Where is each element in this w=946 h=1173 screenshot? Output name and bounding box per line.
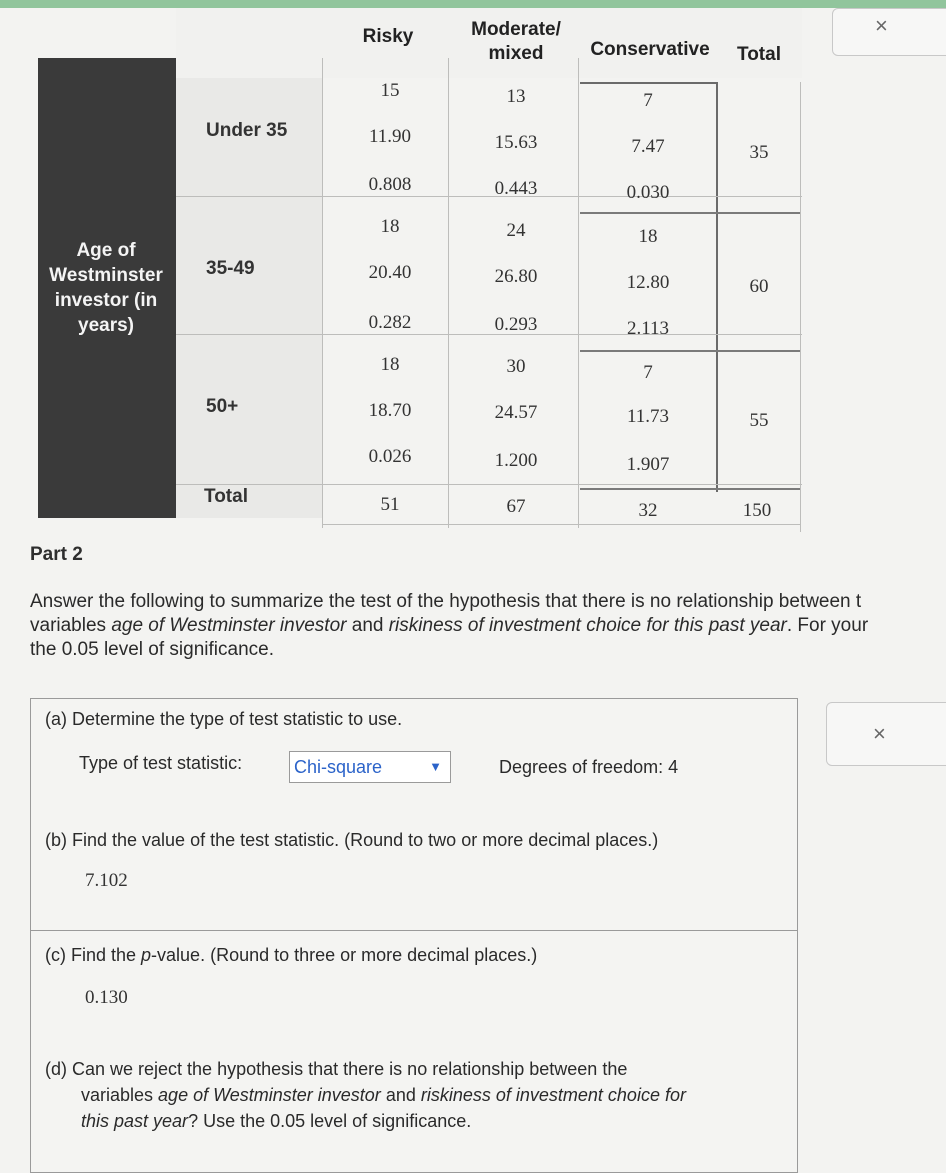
cell-chi-contribution: 1.200: [494, 450, 538, 471]
row-group-label: Age of Westminster investor (in years): [49, 240, 163, 336]
cell-col-total-conservative: 32: [638, 500, 658, 521]
grid-line: [322, 58, 323, 528]
part-title: Part 2: [30, 544, 83, 565]
cell-observed: 15: [380, 80, 400, 101]
cell-observed: 18: [380, 216, 400, 237]
grid-line: [580, 488, 800, 490]
test-statistic-value: Chi-square: [294, 757, 383, 777]
close-icon: ×: [873, 721, 886, 746]
cell-expected: 26.80: [494, 266, 538, 287]
cell-chi-contribution: 2.113: [626, 318, 670, 339]
test-statistic-select[interactable]: [289, 751, 451, 783]
row-label-35-49: 35-49: [206, 258, 255, 279]
grid-line: [800, 82, 801, 532]
close-icon: ×: [875, 13, 888, 38]
cell-expected: 11.90: [368, 126, 412, 147]
cell-expected: 24.57: [494, 402, 538, 423]
intro-text: and: [346, 615, 389, 636]
prompt-variable: this past year: [81, 1111, 189, 1131]
top-green-strip: [0, 0, 946, 8]
cell-expected: 7.47: [631, 136, 665, 157]
row-label-total: Total: [204, 486, 248, 507]
col-header-conservative: Conservative: [590, 39, 710, 60]
prompt-variable: age of Westminster investor: [158, 1085, 381, 1105]
grid-line: [580, 212, 800, 214]
question-d-line-1: (d) Can we reject the hypothesis that there is no relationship between the: [45, 1059, 628, 1079]
prompt-text: and: [380, 1085, 421, 1105]
question-c-box: [30, 930, 798, 1044]
intro-text: variables: [30, 615, 112, 636]
cell-chi-contribution: 0.808: [368, 174, 412, 195]
question-a-prompt: (a) Determine the type of test statistic to use.: [45, 709, 403, 729]
grid-line: [176, 484, 802, 485]
row-label-50-plus: 50+: [206, 396, 239, 417]
cell-observed: 7: [643, 362, 653, 383]
cell-observed: 13: [506, 86, 526, 107]
col-header-moderate-text: Moderate/ mixed: [471, 19, 561, 64]
cell-grand-total: 150: [742, 500, 772, 521]
question-d-line-3: [45, 1108, 686, 1134]
intro-variable: riskiness of investment choice for this past year: [388, 615, 787, 636]
cell-expected: 11.73: [626, 406, 670, 427]
prompt-text: ? Use the 0.05 level of significance.: [188, 1111, 472, 1131]
cell-chi-contribution: 0.293: [494, 314, 538, 335]
cell-expected: 18.70: [368, 400, 412, 421]
cell-row-total: 60: [749, 276, 769, 297]
cell-chi-contribution: 0.443: [494, 178, 538, 199]
degrees-of-freedom: [499, 757, 678, 778]
cell-observed: 24: [506, 220, 526, 241]
intro-line-3: the 0.05 level of significance.: [30, 639, 274, 660]
question-d-line-2: [45, 1082, 686, 1108]
grid-line: [580, 82, 718, 84]
grid-line: [580, 350, 800, 352]
df-label: Degrees of freedom:: [499, 757, 664, 777]
test-statistic-label: Type of test statistic:: [79, 753, 243, 773]
part-intro: [30, 590, 946, 662]
cell-row-total: 35: [749, 142, 769, 163]
intro-line-1: Answer the following to summarize the test of the hypothesis that there is no relationship between t: [30, 591, 862, 612]
intro-line-2: [30, 614, 946, 638]
cell-chi-contribution: 0.026: [368, 446, 412, 467]
col-header-moderate: [456, 18, 576, 66]
question-d-prompt: [45, 1056, 686, 1134]
intro-text: . For your: [786, 615, 869, 636]
test-statistic-answer[interactable]: 7.102: [85, 870, 128, 891]
prompt-text: (c) Find the: [45, 945, 142, 965]
prompt-text: -value. (Round to three or more decimal places.): [151, 945, 538, 965]
cell-expected: 12.80: [626, 272, 670, 293]
row-label-under-35: Under 35: [206, 120, 288, 141]
question-c-prompt: [45, 945, 537, 966]
cell-col-total-moderate: 67: [506, 496, 526, 517]
cell-col-total-risky: 51: [380, 494, 400, 515]
close-panel-top[interactable]: [832, 8, 946, 56]
cell-observed: 18: [638, 226, 658, 247]
cell-chi-contribution: 0.030: [626, 182, 670, 203]
question-a-box: [30, 698, 798, 818]
cell-expected: 15.63: [494, 132, 538, 153]
question-b-prompt: (b) Find the value of the test statistic. (Round to two or more decimal places.): [45, 830, 659, 850]
prompt-text: variables: [81, 1085, 159, 1105]
df-value: 4: [668, 757, 679, 777]
question-d-box: [30, 1042, 798, 1173]
grid-line: [322, 524, 800, 525]
col-header-risky: Risky: [362, 26, 414, 47]
question-b-box: [30, 816, 798, 931]
cell-observed: 18: [380, 354, 400, 375]
dropdown-arrow-icon: ▼: [429, 759, 442, 774]
cell-observed: 30: [506, 356, 526, 377]
grid-line: [578, 58, 579, 528]
cell-chi-contribution: 1.907: [626, 454, 670, 475]
intro-variable: age of Westminster investor: [111, 615, 347, 636]
p-value-answer[interactable]: 0.130: [85, 987, 128, 1008]
cell-expected: 20.40: [368, 262, 412, 283]
prompt-variable: riskiness of investment choice for: [420, 1085, 686, 1105]
cell-chi-contribution: 0.282: [368, 312, 412, 333]
grid-line: [448, 58, 449, 528]
close-panel-mid[interactable]: [826, 702, 946, 766]
cell-row-total: 55: [749, 410, 769, 431]
prompt-p: p: [141, 945, 152, 965]
grid-line: [716, 82, 718, 492]
col-header-total: Total: [737, 44, 781, 65]
cell-observed: 7: [643, 90, 653, 111]
